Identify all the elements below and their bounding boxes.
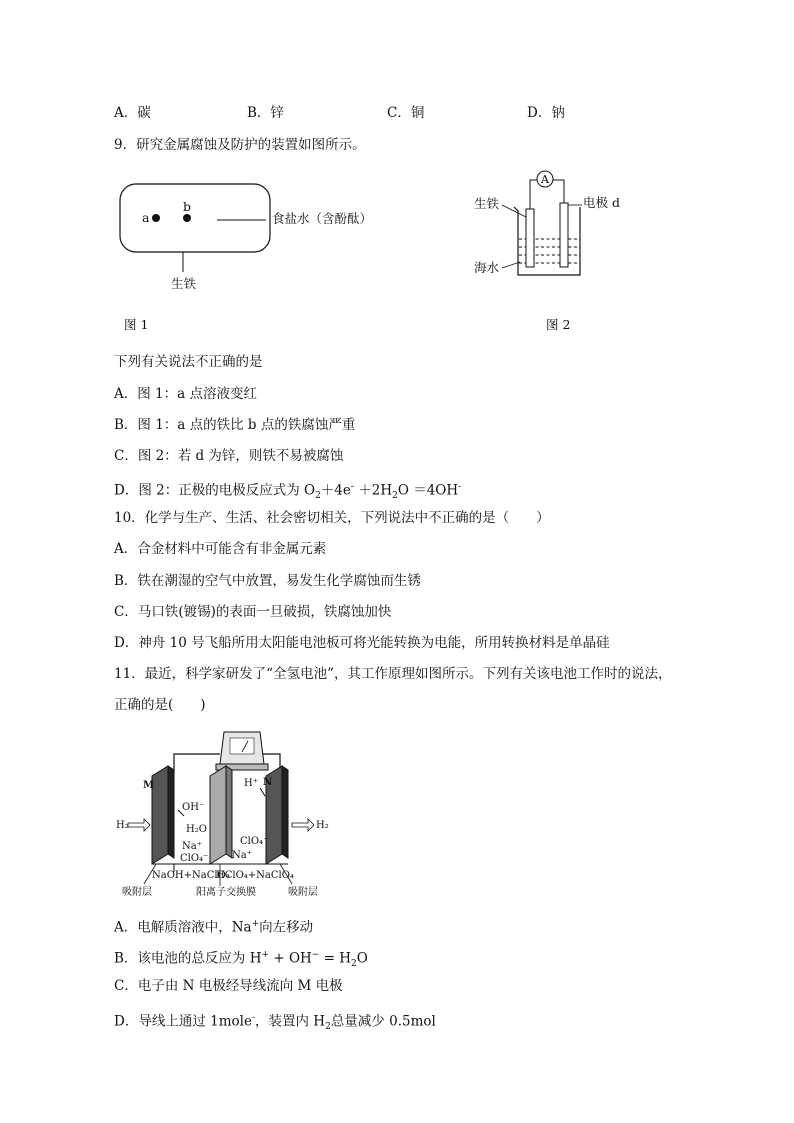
q11-stem-line1: 11．最近，科学家研发了“全氢电池”，其工作原理如图所示。下列有关该电池工作时的说法，	[114, 666, 672, 682]
meter-icon	[216, 732, 268, 770]
fig2-label-seawater: 海水	[474, 260, 500, 275]
q8-option-c: C．铜	[387, 105, 425, 121]
q9-option-d: D．图 2：正极的电极反应式为 $O_2+4e^- +2H_2O =4OH^-$	[114, 482, 462, 502]
q9-figure-1	[114, 176, 404, 301]
q9-figure-2	[500, 165, 610, 290]
label-adsorb-left: 吸附层	[122, 887, 152, 898]
q11-option-b: B．该电池的总反应为 $H^+ + OH^- = H_2O$	[114, 950, 368, 970]
q10-option-a: A．合金材料中可能含有非金属元素	[114, 541, 327, 557]
label-clo4-right: ClO₄⁻	[240, 836, 269, 847]
q9-option-b: B．图 1：a 点的铁比 b 点的铁腐蚀严重	[114, 417, 356, 433]
q9-option-a: A．图 1：a 点溶液变红	[114, 386, 257, 402]
electrode-d	[560, 203, 568, 267]
cation-exchange-membrane	[210, 766, 226, 864]
label-na-left: Na⁺	[182, 841, 202, 852]
q10-option-b: B．铁在潮湿的空气中放置，易发生化学腐蚀而生锈	[114, 573, 421, 589]
point-b	[183, 214, 191, 222]
label-solution-left: NaOH+NaClO₄	[152, 870, 230, 881]
label-h2o: H₂O	[186, 824, 207, 835]
q8-option-b: B．锌	[247, 105, 284, 121]
wire-left	[530, 180, 537, 209]
fig2-label-iron: 生铁	[474, 196, 500, 211]
label-h2-left: H₂	[116, 820, 129, 831]
fig1-label-iron: 生铁	[171, 276, 197, 291]
label-h2-right: H₂	[316, 820, 329, 831]
point-a	[152, 214, 160, 222]
beaker	[514, 207, 580, 275]
fig1-caption: 图 1	[124, 317, 149, 332]
label-adsorb-right: 吸附层	[288, 887, 318, 898]
label-membrane: 阳离子交换膜	[196, 887, 256, 898]
q8-option-a: A．碳	[114, 105, 151, 121]
q8-option-d: D．钠	[527, 105, 565, 121]
q9-option-c: C．图 2：若 d 为锌，则铁不易被腐蚀	[114, 448, 344, 464]
q11-stem-line2: 正确的是( )	[114, 697, 206, 713]
q11-option-c: C．电子由 N 电极经导线流向 M 电极	[114, 978, 343, 994]
label-m: M	[143, 780, 155, 791]
fig1-label-b: b	[183, 199, 192, 214]
q10-stem: 10．化学与生产、生活、社会密切相关，下列说法中不正确的是（ ）	[114, 510, 550, 526]
label-clo4-left: ClO₄⁻	[180, 853, 209, 864]
q9-prompt: 下列有关说法不正确的是	[114, 354, 263, 370]
external-wire	[174, 754, 220, 774]
label-h: H⁺	[244, 778, 258, 789]
label-oh: OH⁻	[182, 802, 205, 813]
label-na-right: Na⁺	[232, 850, 252, 861]
label-n: N	[263, 777, 273, 788]
electrode-m	[152, 766, 168, 864]
fig2-caption: 图 2	[546, 317, 571, 332]
ammeter-label: A	[541, 173, 549, 186]
fig1-label-a: a	[142, 210, 150, 225]
iron-electrode	[526, 209, 534, 267]
q10-option-d: D．神舟 10 号飞船所用太阳能电池板可将光能转换为电能，所用转换材料是单晶硅	[114, 635, 610, 651]
fig2-label-electrode: 电极 d	[583, 195, 620, 210]
wire-right	[553, 180, 564, 203]
q10-option-c: C．马口铁(镀锡)的表面一旦破损，铁腐蚀加快	[114, 604, 392, 620]
q9-stem: 9．研究金属腐蚀及防护的装置如图所示。	[114, 137, 366, 153]
q11-option-d: D．导线上通过 1mole-，装置内 $H_2$总量减少 0.5mol	[114, 1013, 436, 1033]
h2-in-arrow	[128, 819, 150, 831]
q11-option-a: A．电解质溶液中，Na+向左移动	[114, 919, 314, 936]
label-solution-right: HClO₄+NaClO₄	[216, 870, 294, 881]
h2-out-arrow	[292, 819, 314, 831]
fig1-label-solution: 食盐水（含酚酞）	[272, 211, 373, 226]
